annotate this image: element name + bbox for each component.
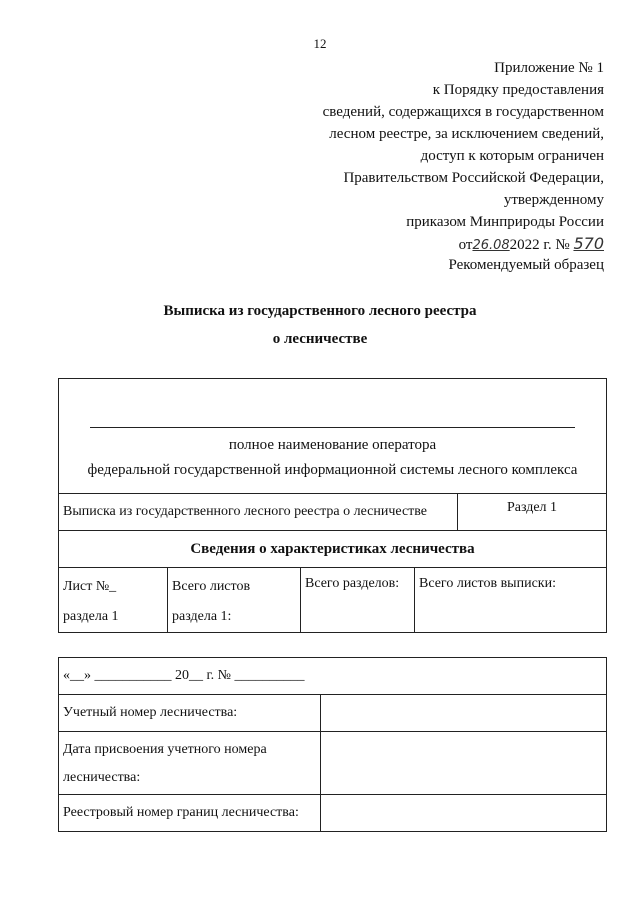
total-extract-sheets-label: Всего листов выписки:	[414, 567, 607, 633]
assignment-date-label-2: лесничества:	[63, 770, 141, 785]
appendix-line: доступ к которым ограничен	[420, 148, 604, 164]
page-subtitle: о лесничестве	[272, 331, 368, 347]
date-prefix: от	[458, 237, 473, 253]
appendix-line: сведений, содержащихся в государственном	[322, 104, 604, 120]
appendix-line: утвержденному	[503, 192, 604, 208]
section-number: Раздел 1	[457, 493, 607, 531]
appendix-line: Приложение № 1	[494, 60, 604, 76]
total-sheets-label-2: раздела 1:	[172, 609, 232, 624]
recommended-sample: Рекомендуемый образец	[448, 257, 604, 273]
assignment-date-value	[320, 731, 607, 795]
total-sheets-label: Всего листов	[172, 579, 251, 594]
appendix-line: лесном реестре, за исключением сведений,	[329, 126, 604, 142]
page-title: Выписка из государственного лесного реестра	[163, 303, 477, 319]
total-sections-label: Всего разделов:	[300, 567, 415, 633]
date-number-row: «__» ___________ 20__ г. № __________	[58, 657, 607, 695]
total-sheets-cell	[167, 567, 301, 633]
appendix-line: Правительством Российской Федерации,	[343, 170, 604, 186]
sheet-number-label: Лист №_	[63, 579, 117, 594]
assignment-date-label: Дата присвоения учетного номера	[63, 742, 267, 757]
appendix-date-line	[323, 233, 604, 257]
operator-label-2: федеральной государственной информационной системы лесного комплекса	[87, 462, 578, 478]
page-number: 12	[313, 36, 327, 51]
date-suffix: 2022 г. №	[509, 237, 570, 253]
section-title: Сведения о характеристиках лесничества	[58, 530, 607, 568]
registry-number-label: Реестровый номер границ лесничества:	[58, 794, 321, 832]
accounting-number-value	[320, 694, 607, 732]
operator-label: полное наименование оператора	[228, 437, 437, 453]
handwritten-date: 26.08	[472, 238, 510, 253]
accounting-number-label: Учетный номер лесничества:	[58, 694, 321, 732]
signature-line	[90, 427, 575, 428]
handwritten-order-number: 570	[573, 234, 604, 253]
appendix-line: приказом Минприроды России	[406, 214, 604, 230]
extract-label: Выписка из государственного лесного реестра о лесничестве	[58, 493, 458, 531]
sheet-number-label-2: раздела 1	[63, 609, 119, 624]
appendix-line: к Порядку предоставления	[432, 82, 604, 98]
sheet-number-cell	[58, 567, 168, 633]
assignment-date-cell	[58, 731, 321, 795]
registry-number-value	[320, 794, 607, 832]
appendix-block	[323, 57, 604, 257]
